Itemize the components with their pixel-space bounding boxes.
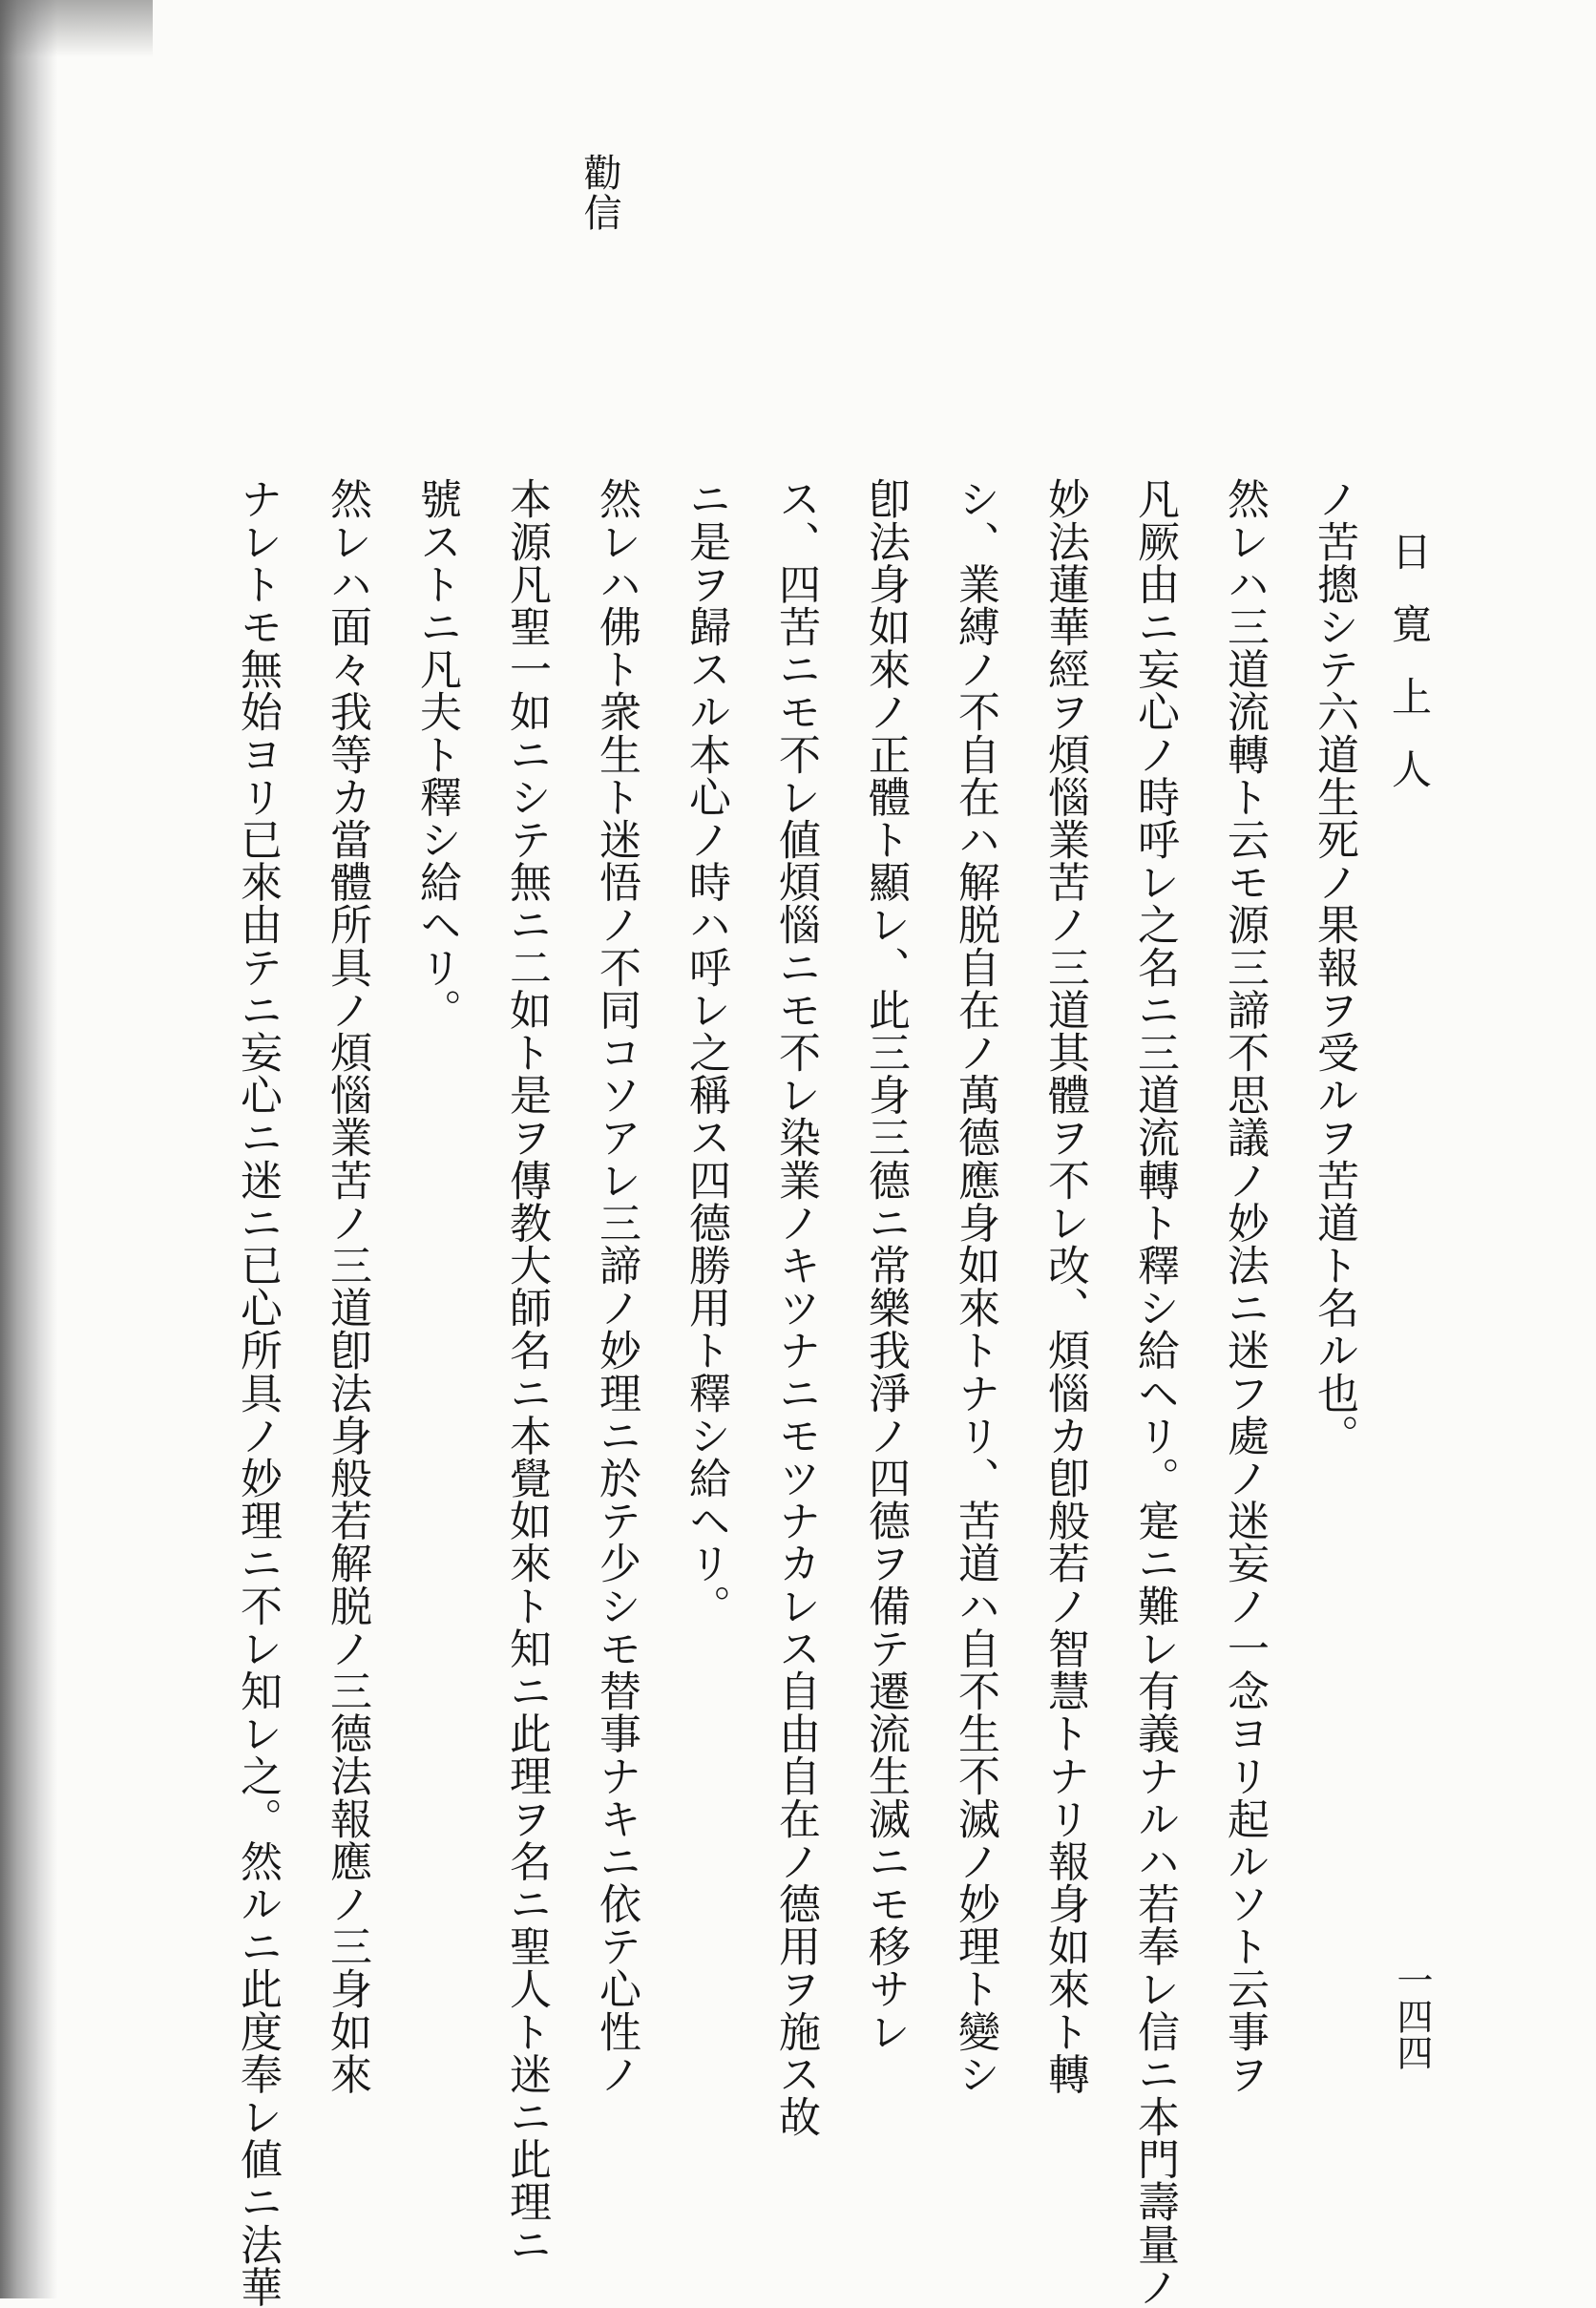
text-line: ニ是ヲ歸スル本心ノ時ハ呼レ之稱ス四德勝用ト釋シ給ヘリ。: [682, 477, 730, 1627]
running-head: 勸信: [578, 153, 621, 233]
text-line: 卽法身如來ノ正體ト顯レ、此三身三德ニ常樂我淨ノ四德ヲ備テ遷流生滅ニモ移サレ: [861, 477, 910, 2053]
text-line: 妙法蓮華經ヲ煩惱業苦ノ三道其體ヲ不レ改、煩惱カ卽般若ノ智慧トナリ報身如來ト轉: [1040, 477, 1089, 2095]
author-header: 日寛上人: [1386, 531, 1433, 821]
text-line: 本源凡聖一如ニシテ無ニ二如ト是ヲ傳教大師名ニ本覺如來ト知ニ此理ヲ名ニ聖人ト迷ニ此理ニ: [502, 477, 551, 2266]
text-line: 然レハ面々我等カ當體所具ノ煩惱業苦ノ三道卽法身般若解脱ノ三德法報應ノ三身如來: [323, 477, 371, 2095]
text-line: シ、業縛ノ不自在ハ解脱自在ノ萬德應身如來トナリ、苦道ハ自不生不滅ノ妙理ト變シ: [951, 477, 999, 2095]
text-line: ス、四苦ニモ不レ値煩惱ニモ不レ染業ノキツナニモツナカレス自由自在ノ德用ヲ施ス故: [771, 477, 820, 2138]
text-line: 然レハ佛ト衆生ト迷悟ノ不同コソアレ三諦ノ妙理ニ於テ少シモ替事ナキニ依テ心性ノ: [592, 477, 640, 2095]
text-line: 然レハ三道流轉ト云モ源三諦不思議ノ妙法ニ迷フ處ノ迷妄ノ一念ヨリ起ルソト云事ヲ: [1220, 477, 1269, 2095]
page-number: 一四四: [1391, 1962, 1433, 2070]
text-line: 號ストニ凡夫ト釋シ給ヘリ。: [412, 477, 461, 1031]
binding-shadow: [0, 0, 57, 2298]
text-line: ナレトモ無始ヨリ已來由テニ妄心ニ迷ニ已心所具ノ妙理ニ不レ知レ之。然ルニ此度奉レ値ニ法華: [233, 477, 282, 2308]
body-text: [212, 477, 1378, 2308]
text-line: ノ苦摠シテ六道生死ノ果報ヲ受ルヲ苦道ト名ル也。: [1310, 477, 1358, 1457]
text-line: 凡厥由ニ妄心ノ時呼レ之名ニ三道流轉ト釋シ給ヘリ。寔ニ難レ有義ナルハ若奉レ信ニ本門壽量ノ: [1130, 477, 1179, 2308]
binding-shadow-top: [0, 0, 153, 57]
